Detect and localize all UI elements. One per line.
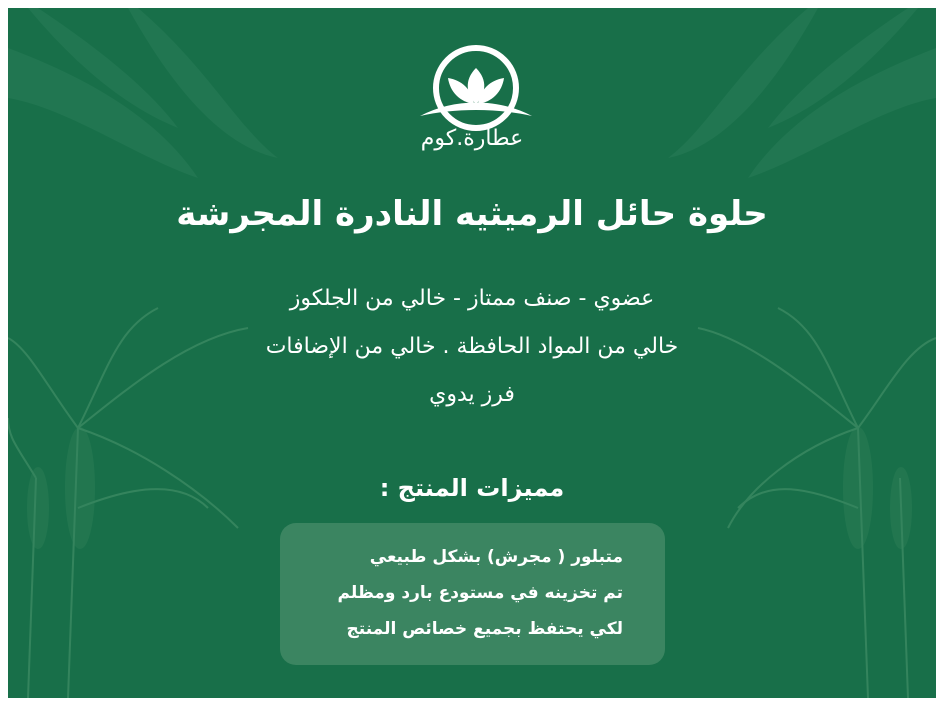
product-card [8,8,936,698]
description-line-2: خالي من المواد الحافظة . خالي من الإضافات [265,334,679,359]
palm-tree-right-icon [698,308,936,698]
product-title: حلوة حائل الرميثيه النادرة المجرشة [176,194,768,234]
feature-item-2: تم تخزينه في مستودع بارد ومظلم [337,583,623,603]
feature-item-1: متبلور ( مجرش) بشكل طبيعي [369,547,623,567]
palm-leaf-top-right-icon [668,8,936,178]
feature-item-3: لكي يحتفظ بجميع خصائص المنتج [346,619,623,639]
brand-name: عطارة.كوم [420,126,524,151]
palm-tree-left-icon [8,308,248,698]
features-box [280,523,665,665]
description-line-3: فرز يدوي [429,382,515,407]
description-line-1: عضوي - صنف ممتاز - خالي من الجلكوز [289,286,655,311]
palm-leaf-top-left-icon [8,8,278,178]
features-heading: مميزات المنتج : [379,474,565,502]
